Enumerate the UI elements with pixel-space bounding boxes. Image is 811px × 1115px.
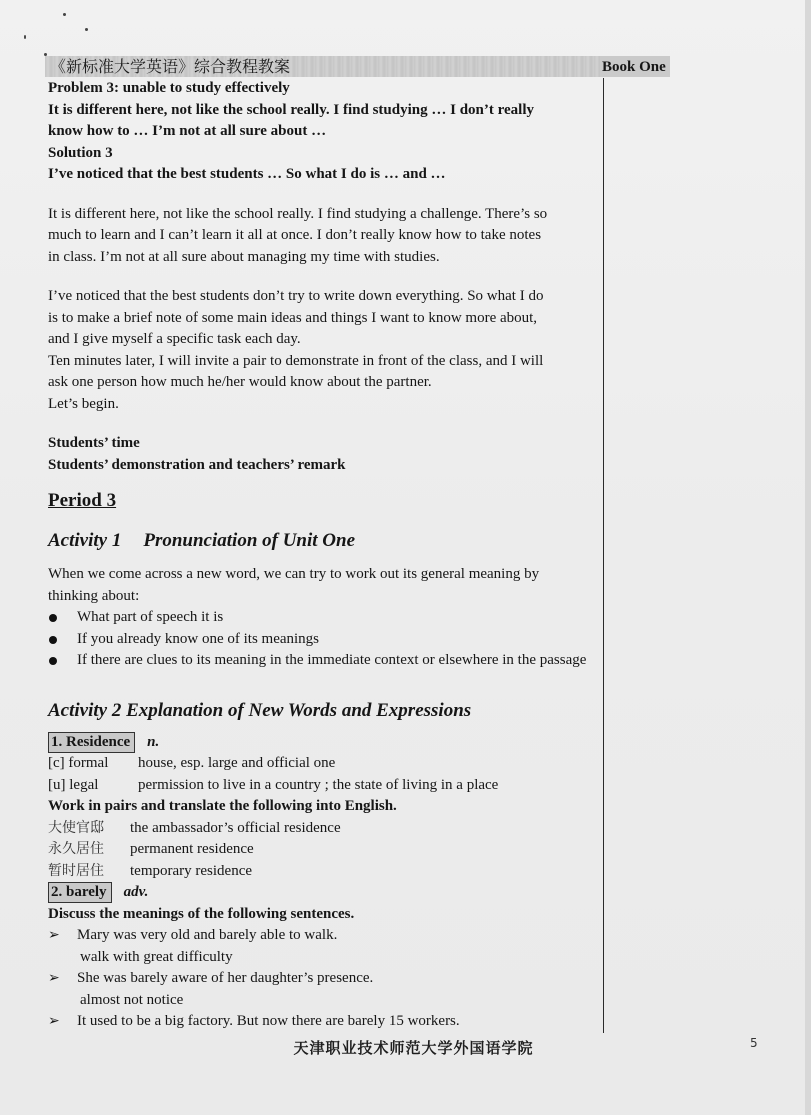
- bullet-icon: [49, 657, 57, 665]
- header-title: 《新标准大学英语》综合教程教案: [50, 57, 291, 76]
- book-label: Book One: [602, 59, 666, 75]
- sentence-item: ➢ Mary was very old and barely able to walk.: [48, 925, 596, 947]
- scan-speck: [85, 28, 88, 31]
- word2-sentences: [48, 925, 596, 1033]
- activity1-label: Activity 1: [48, 530, 122, 551]
- translation-row: 暂时居住 temporary residence: [48, 862, 253, 879]
- paragraph-line: much to learn and I can’t learn it all at once. I don’t really know how to take notes: [48, 227, 542, 243]
- sentence-item: ➢ It used to be a big factory. But now there are barely 15 workers.: [48, 1011, 596, 1033]
- paragraph-line: in class. I’m not at all sure about managing my time with studies.: [48, 248, 440, 265]
- bullet-item: What part of speech it is: [48, 607, 596, 629]
- bullet-item: If you already know one of its meanings: [48, 629, 596, 651]
- sentence-meaning: almost not notice: [80, 991, 184, 1008]
- arrow-bullet-icon: ➢: [48, 971, 60, 986]
- arrow-bullet-icon: ➢: [48, 1014, 60, 1029]
- definition-row: [c] formal house, esp. large and official one: [48, 755, 336, 771]
- students-time: Students’ time: [48, 435, 140, 451]
- word1-entry: [48, 732, 596, 754]
- bullet-icon: [49, 614, 57, 622]
- word1-pos: n.: [147, 733, 160, 750]
- scan-speck: [63, 13, 66, 16]
- problem-heading: Problem 3: unable to study effectively: [48, 80, 290, 96]
- activity1-heading: [48, 528, 596, 554]
- definition-row: [u] legal permission to live in a country ; the state of living in a place: [48, 776, 499, 793]
- footer-institution: 天津职业技术师范大学外国语学院: [293, 1039, 534, 1057]
- margin-rule: [603, 78, 604, 1033]
- arrow-bullet-icon: ➢: [48, 928, 60, 943]
- activity1-intro: thinking about:: [48, 587, 140, 604]
- period-title: Period 3: [48, 490, 117, 511]
- paragraph-line: and I give myself a specific task each day.: [48, 331, 301, 347]
- students-demo: Students’ demonstration and teachers’ remark: [48, 456, 346, 473]
- word1-task: Work in pairs and translate the following into English.: [48, 798, 397, 814]
- solution-prompt: I’ve noticed that the best students … So what I do is … and …: [48, 166, 446, 182]
- word2-pos: adv.: [123, 884, 149, 900]
- paragraph-line: I’ve noticed that the best students don’t try to write down everything. So what I do: [48, 288, 544, 304]
- bullet-icon: [49, 636, 57, 644]
- word2-term: 2. barely: [48, 882, 112, 903]
- paragraph-line: ask one person how much he/her would know about the partner.: [48, 374, 432, 390]
- paragraph-line: is to make a brief note of some main ideas and things I want to know more about,: [48, 309, 538, 326]
- activity1-title: Pronunciation of Unit One: [143, 530, 356, 551]
- page-number: 5: [750, 1036, 758, 1050]
- sentence-item: ➢ She was barely aware of her daughter’s presence.: [48, 968, 596, 990]
- word2-entry: [48, 882, 596, 904]
- main-content: [48, 78, 596, 1033]
- activity1-intro: When we come across a new word, we can try to work out its general meaning by: [48, 566, 540, 582]
- solution-heading: Solution 3: [48, 144, 113, 161]
- word2-task: Discuss the meanings of the following sentences.: [48, 905, 355, 922]
- translation-row: 永久居住 permanent residence: [48, 841, 254, 857]
- problem-prompt-line: It is different here, not like the school really. I find studying … I don’t really: [48, 101, 534, 118]
- paragraph-line: It is different here, not like the school really. I find studying a challenge. There’s so: [48, 205, 548, 222]
- word1-term: 1. Residence: [48, 732, 135, 753]
- sentence-meaning: walk with great difficulty: [80, 948, 233, 965]
- paragraph-line: Let’s begin.: [48, 395, 119, 412]
- activity1-bullets: [48, 607, 596, 672]
- translation-row: 大使官邸 the ambassador’s official residence: [48, 819, 341, 836]
- sample-paragraph: [48, 204, 596, 269]
- activity2-heading: Activity 2 Explanation of New Words and Expressions: [48, 699, 472, 721]
- sample-paragraph: [48, 286, 596, 415]
- paragraph-line: Ten minutes later, I will invite a pair to demonstrate in front of the class, and I will: [48, 352, 544, 369]
- problem-prompt-line: know how to … I’m not at all sure about …: [48, 123, 327, 139]
- scan-speck: [24, 35, 26, 39]
- bullet-item: If there are clues to its meaning in the immediate context or elsewhere in the passage: [48, 650, 596, 672]
